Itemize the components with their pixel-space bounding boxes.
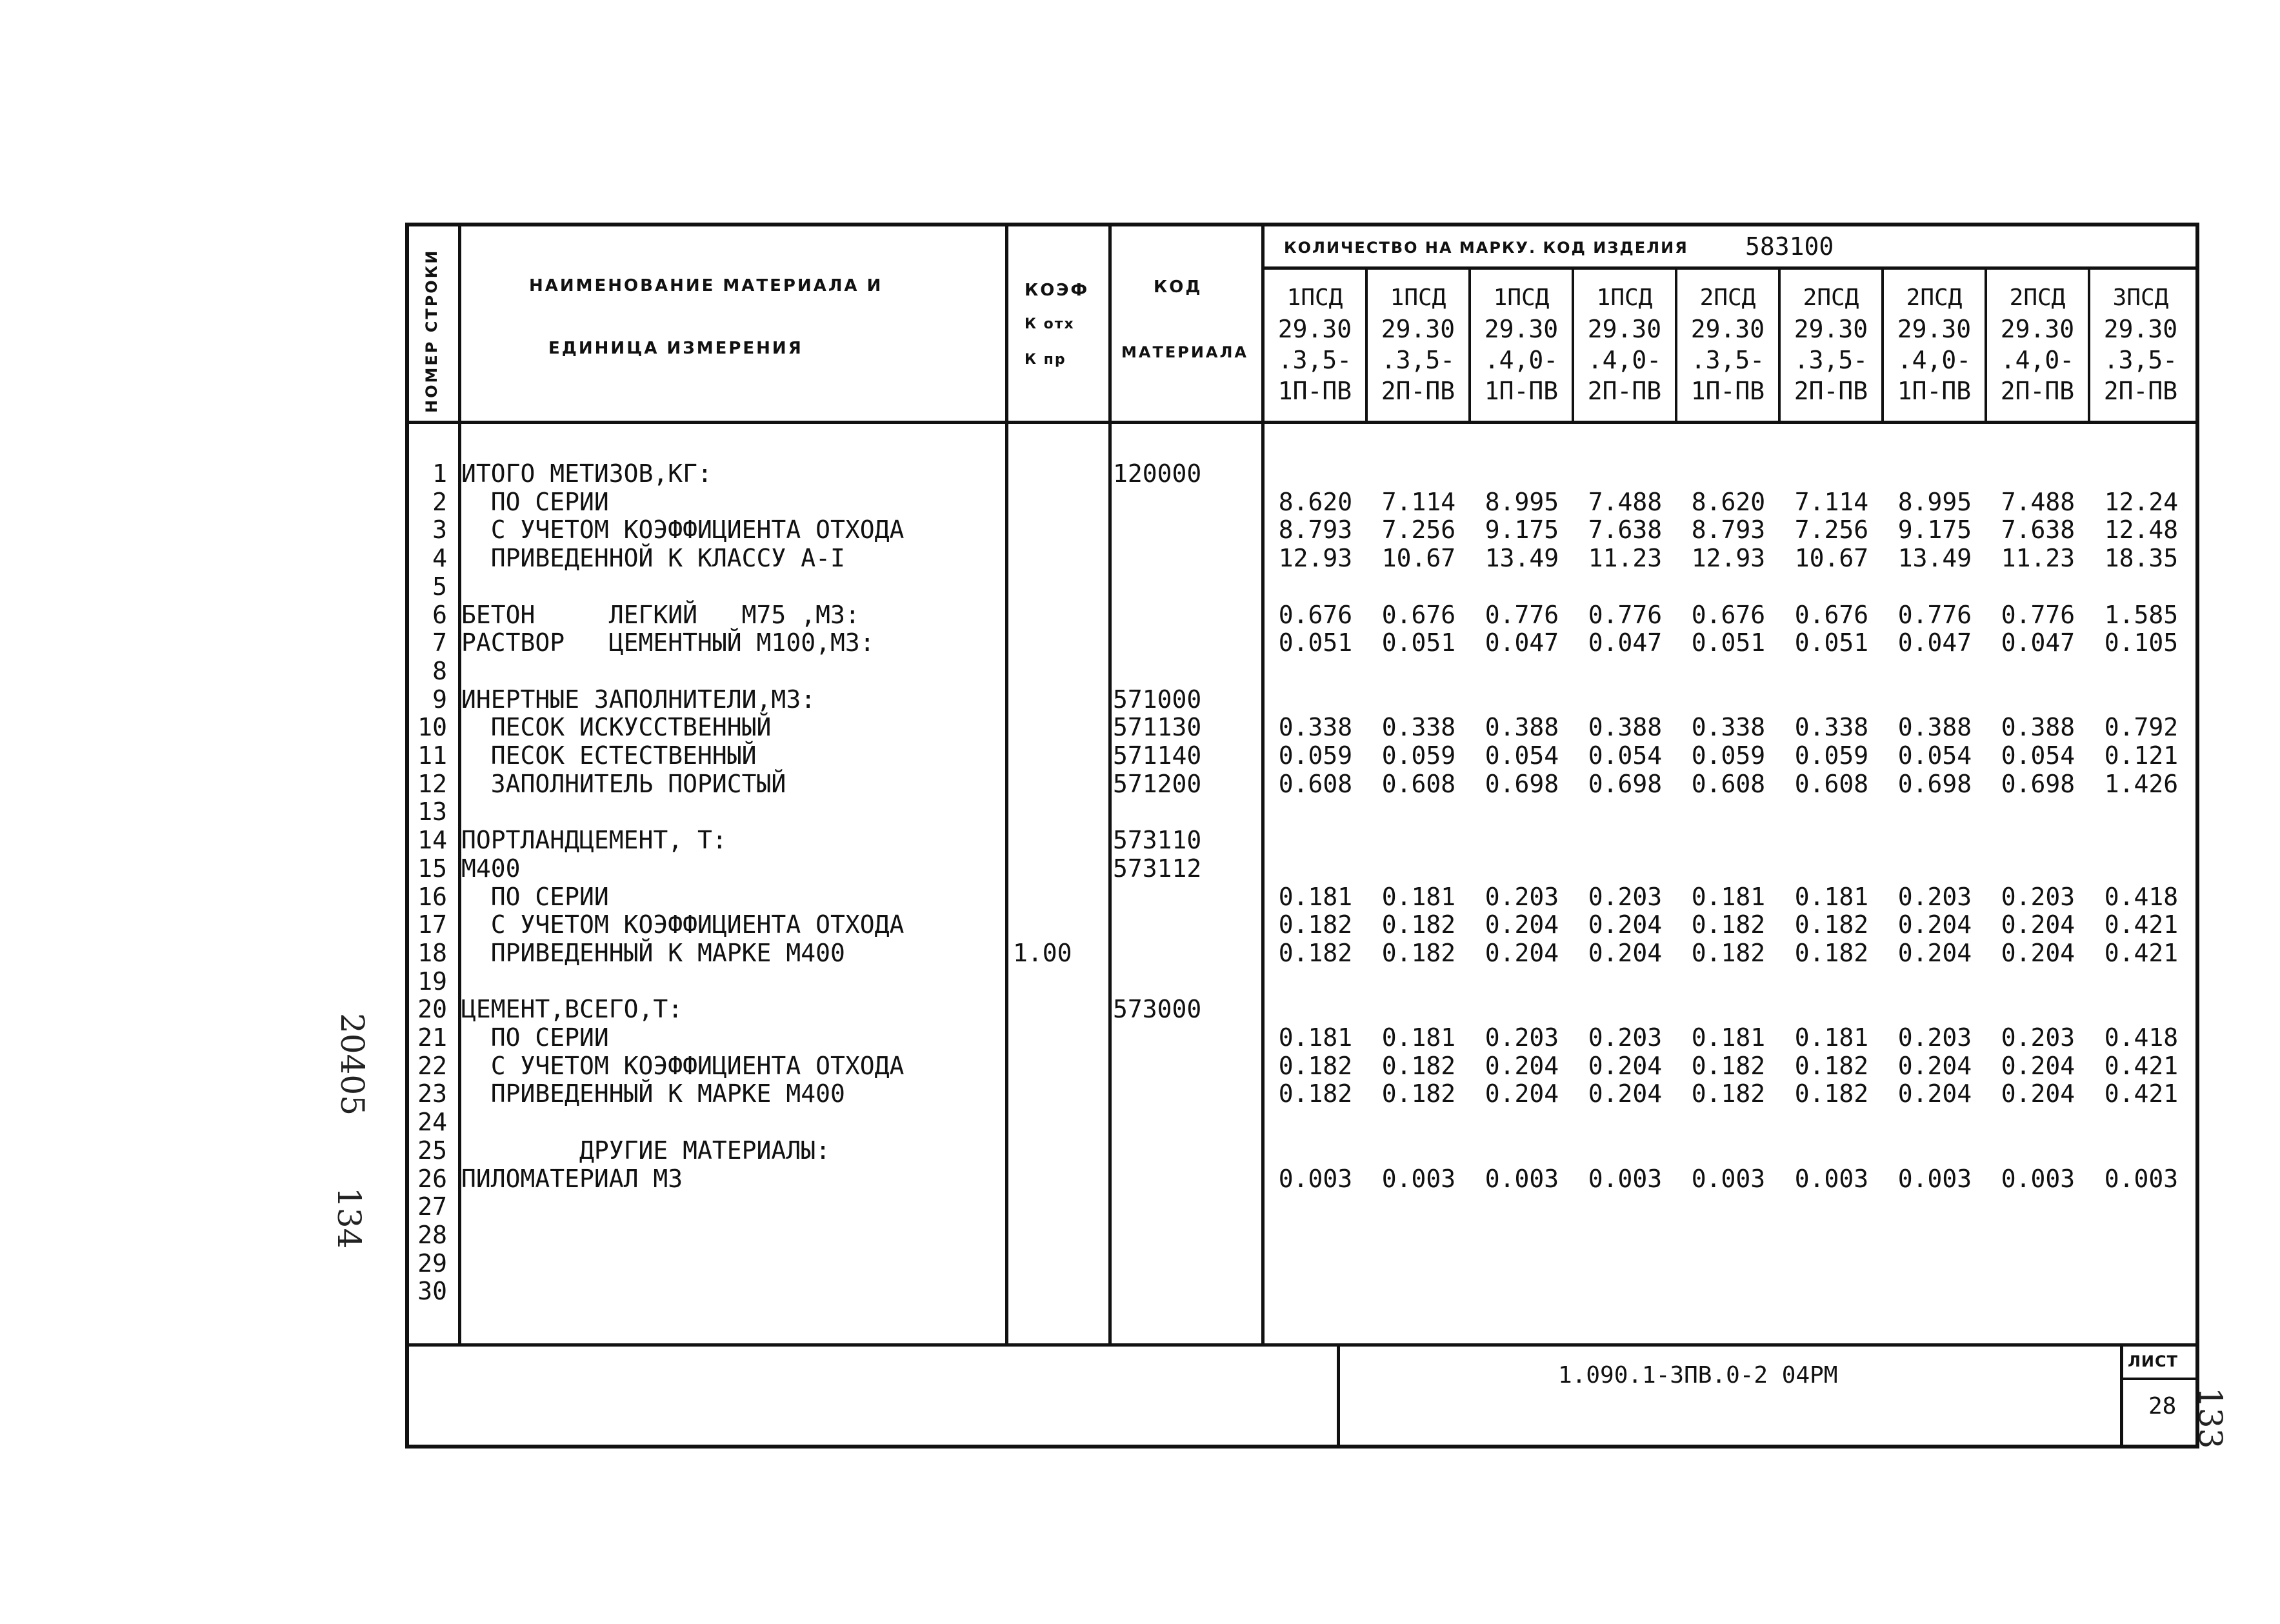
material-name: ПЕСОК ИСКУССТВЕННЫЙ (461, 713, 772, 741)
quantity-cell: 0.182 (1691, 939, 1766, 967)
quantity-cell: 0.054 (2001, 741, 2075, 770)
quantity-cell: 0.182 (1278, 910, 1353, 939)
column-header-line: 1ПСД (1390, 285, 1446, 311)
material-code: 573112 (1113, 854, 1202, 883)
quantity-cell: 0.608 (1278, 770, 1353, 798)
quantity-cell: 7.638 (1588, 516, 1663, 544)
coefficient: 1.00 (1013, 939, 1072, 967)
quantity-cell: 0.388 (1897, 713, 1972, 741)
quantity-cell: 7.488 (2001, 488, 2075, 516)
quantity-cell: 7.256 (1794, 516, 1869, 544)
quantity-cell: 0.204 (2001, 939, 2075, 967)
quantity-cell: 0.204 (1588, 1079, 1663, 1108)
quantity-cell: 0.698 (1897, 770, 1972, 798)
column-header-line: 3ПСД (2112, 285, 2169, 311)
row-number: 1 (432, 459, 447, 488)
quantity-cell: 0.059 (1381, 741, 1456, 770)
column-header-line: 29.30 (1587, 315, 1662, 343)
quantity-cell: 0.181 (1691, 883, 1766, 911)
material-name: ПРИВЕДЕННЫЙ К МАРКЕ М400 (461, 1079, 845, 1108)
quantity-cell: 0.388 (1588, 713, 1663, 741)
material-name: ДРУГИЕ МАТЕРИАЛЫ: (461, 1136, 830, 1165)
quantity-cell: 0.182 (1278, 939, 1353, 967)
column-header-line: .3,5- (1794, 346, 1868, 374)
quantity-cell: 0.181 (1278, 1023, 1353, 1052)
divider-name (1005, 223, 1008, 1345)
column-header-line: 29.30 (1690, 315, 1765, 343)
column-header-line: 29.30 (1794, 315, 1868, 343)
quantity-cell: 9.175 (1485, 516, 1559, 544)
quantity-cell: 0.418 (2104, 883, 2179, 911)
row-number: 27 (417, 1192, 447, 1221)
quantity-cell: 0.182 (1381, 1052, 1456, 1080)
row-number: 9 (432, 685, 447, 714)
quantity-cell: 0.059 (1691, 741, 1766, 770)
quantity-cell: 7.488 (1588, 488, 1663, 516)
sheet-label-line (2120, 1378, 2199, 1380)
quantity-cell: 0.338 (1278, 713, 1353, 741)
quantity-cell: 0.003 (1381, 1165, 1456, 1193)
column-header-line: .4,0- (1587, 346, 1662, 374)
material-name: ПО СЕРИИ (461, 883, 609, 911)
quantity-cell: 0.003 (1691, 1165, 1766, 1193)
column-header-line: 2П-ПВ (2103, 377, 2178, 405)
column-header-line: .3,5- (1690, 346, 1765, 374)
quantity-cell: 0.105 (2104, 628, 2179, 657)
footer-divider-left (1337, 1343, 1340, 1449)
material-header-line1: НАИМЕНОВАНИЕ МАТЕРИАЛА И (529, 276, 883, 296)
column-header-line: 1П-ПВ (1277, 377, 1352, 405)
material-code: 120000 (1113, 459, 1202, 488)
quantity-cell: 0.204 (1485, 910, 1559, 939)
quantity-cell: 0.003 (1794, 1165, 1869, 1193)
row-number: 26 (417, 1165, 447, 1193)
quantity-cell: 0.182 (1691, 1052, 1766, 1080)
quantity-cell: 8.793 (1278, 516, 1353, 544)
material-code: 571200 (1113, 770, 1202, 798)
quantity-cell: 1.585 (2104, 601, 2179, 629)
quantity-cell: 0.608 (1794, 770, 1869, 798)
quantity-cell: 0.204 (1485, 1079, 1559, 1108)
quantity-cell: 13.49 (1897, 544, 1972, 572)
sheet-label: ЛИСТ (2128, 1352, 2179, 1370)
quantity-cell: 12.24 (2104, 488, 2179, 516)
column-header-line: 1П-ПВ (1690, 377, 1765, 405)
column-header-line: .3,5- (1277, 346, 1352, 374)
quantity-cell: 0.182 (1278, 1079, 1353, 1108)
quantity-cell: 18.35 (2104, 544, 2179, 572)
quantity-cell: 0.047 (1485, 628, 1559, 657)
quantity-cell: 0.051 (1278, 628, 1353, 657)
row-number: 7 (432, 628, 447, 657)
material-name: ИТОГО МЕТИЗОВ,КГ: (461, 459, 712, 488)
quantity-cell: 0.338 (1794, 713, 1869, 741)
quantity-cell: 0.698 (1485, 770, 1559, 798)
material-name: ПЕСОК ЕСТЕСТВЕННЫЙ (461, 741, 757, 770)
quantity-cell: 0.421 (2104, 1052, 2179, 1080)
material-name: С УЧЕТОМ КОЭФФИЦИЕНТА ОТХОДА (461, 516, 905, 544)
quantity-cell: 0.776 (2001, 601, 2075, 629)
material-code: 571140 (1113, 741, 1202, 770)
row-number: 25 (417, 1136, 447, 1165)
column-header-line: 1ПСД (1596, 285, 1653, 311)
quantity-cell: 0.388 (1485, 713, 1559, 741)
quantity-cell: 0.181 (1794, 1023, 1869, 1052)
product-code: 583100 (1745, 232, 1834, 261)
quantity-cell: 0.421 (2104, 910, 2179, 939)
quantity-cell: 0.204 (1897, 939, 1972, 967)
quantity-cell: 0.181 (1691, 1023, 1766, 1052)
quantity-cell: 0.698 (1588, 770, 1663, 798)
quantity-cell: 0.182 (1381, 910, 1456, 939)
footer-top-line (405, 1343, 2199, 1347)
material-name: С УЧЕТОМ КОЭФФИЦИЕНТА ОТХОДА (461, 1052, 905, 1080)
quantity-cell: 0.676 (1691, 601, 1766, 629)
margin-note-right-page: 133 (2192, 1387, 2229, 1449)
margin-note-left-lower: 134 (330, 1187, 368, 1249)
material-name: ПИЛОМАТЕРИАЛ М3 (461, 1165, 683, 1193)
material-code: 571130 (1113, 713, 1202, 741)
row-number: 29 (417, 1249, 447, 1278)
column-header-line: .4,0- (1484, 346, 1559, 374)
quantity-cell: 8.995 (1485, 488, 1559, 516)
column-header-line: 2П-ПВ (2000, 377, 2075, 405)
quantity-cell: 11.23 (2001, 544, 2075, 572)
material-header-line2: ЕДИНИЦА ИЗМЕРЕНИЯ (548, 339, 803, 358)
row-number: 15 (417, 854, 447, 883)
material-name: ПРИВЕДЕННЫЙ К МАРКЕ М400 (461, 939, 845, 967)
column-header-line: 1ПСД (1286, 285, 1343, 311)
quantity-cell: 0.338 (1381, 713, 1456, 741)
quantity-cell: 0.059 (1794, 741, 1869, 770)
quantity-cell: 0.204 (1485, 939, 1559, 967)
column-header-line: 2ПСД (2009, 285, 2066, 311)
divider-coef (1108, 223, 1112, 1345)
row-number: 5 (432, 572, 447, 601)
quantity-cell: 0.421 (2104, 1079, 2179, 1108)
material-name: ПРИВЕДЕННОЙ К КЛАССУ А-I (461, 544, 845, 572)
column-header-line: 1ПСД (1493, 285, 1550, 311)
footer-divider-right (2120, 1343, 2123, 1449)
material-name: ИНЕРТНЫЕ ЗАПОЛНИТЕЛИ,М3: (461, 685, 816, 714)
quantity-cell: 0.608 (1381, 770, 1456, 798)
quantity-cell: 0.204 (1588, 910, 1663, 939)
quantity-cell: 8.793 (1691, 516, 1766, 544)
material-name: ПОРТЛАНДЦЕМЕНТ, Т: (461, 826, 727, 854)
column-header-line: .3,5- (2103, 346, 2178, 374)
quantity-cell: 0.203 (1485, 1023, 1559, 1052)
row-number: 23 (417, 1079, 447, 1108)
quantity-cell: 0.182 (1381, 939, 1456, 967)
material-code: 573000 (1113, 995, 1202, 1023)
quantity-cell: 0.047 (1588, 628, 1663, 657)
quantity-cell: 12.93 (1691, 544, 1766, 572)
material-name: М400 (461, 854, 521, 883)
column-header-line: 2П-ПВ (1587, 377, 1662, 405)
quantity-cell: 0.792 (2104, 713, 2179, 741)
quantity-cell: 0.182 (1794, 1079, 1869, 1108)
row-number: 14 (417, 826, 447, 854)
quantity-cell: 10.67 (1381, 544, 1456, 572)
quantity-cell: 8.620 (1278, 488, 1353, 516)
column-header-line: .4,0- (2000, 346, 2075, 374)
quantity-cell: 0.059 (1278, 741, 1353, 770)
quantity-cell: 0.698 (2001, 770, 2075, 798)
material-name: ЦЕМЕНТ,ВСЕГО,Т: (461, 995, 683, 1023)
quantity-cell: 13.49 (1485, 544, 1559, 572)
row-number: 22 (417, 1052, 447, 1080)
quantity-cell: 0.608 (1691, 770, 1766, 798)
quantity-cell: 10.67 (1794, 544, 1869, 572)
row-number: 17 (417, 910, 447, 939)
header-bottom-line (405, 421, 2199, 424)
quantity-cell: 0.182 (1794, 1052, 1869, 1080)
row-number: 4 (432, 544, 447, 572)
quantity-cell: 0.003 (2104, 1165, 2179, 1193)
quantity-cell: 0.204 (1588, 939, 1663, 967)
quantity-cell: 0.676 (1381, 601, 1456, 629)
coef-header-line1: КОЭФ (1025, 281, 1090, 300)
quantity-cell: 0.418 (2104, 1023, 2179, 1052)
row-number: 24 (417, 1108, 447, 1136)
column-header-line: 29.30 (2103, 315, 2178, 343)
material-name: БЕТОН ЛЕГКИЙ М75 ,М3: (461, 601, 860, 629)
quantity-cell: 0.204 (2001, 1079, 2075, 1108)
row-number: 13 (417, 797, 447, 826)
row-number: 6 (432, 601, 447, 629)
material-name: ПО СЕРИИ (461, 488, 609, 516)
quantity-cell: 0.047 (2001, 628, 2075, 657)
quantity-cell: 0.003 (1588, 1165, 1663, 1193)
quantity-cell: 1.426 (2104, 770, 2179, 798)
quantity-cell: 0.676 (1278, 601, 1353, 629)
quantity-cell: 0.054 (1588, 741, 1663, 770)
document-code: 1.090.1-3ПВ.0-2 04РМ (1558, 1362, 1838, 1388)
quantity-cell: 7.638 (2001, 516, 2075, 544)
column-header-line: .3,5- (1381, 346, 1455, 374)
quantity-cell: 7.114 (1794, 488, 1869, 516)
quantity-cell: 0.421 (2104, 939, 2179, 967)
coef-header-line2: К отх (1025, 316, 1075, 332)
quantity-cell: 0.388 (2001, 713, 2075, 741)
row-number: 2 (432, 488, 447, 516)
qty-header-line (1261, 266, 2199, 270)
row-number: 20 (417, 995, 447, 1023)
quantity-cell: 0.181 (1381, 883, 1456, 911)
quantity-cell: 0.182 (1278, 1052, 1353, 1080)
quantity-cell: 0.181 (1278, 883, 1353, 911)
quantity-cell: 0.676 (1794, 601, 1869, 629)
column-header-line: 29.30 (1277, 315, 1352, 343)
row-number: 11 (417, 741, 447, 770)
row-number: 8 (432, 657, 447, 685)
column-header-line: 2ПСД (1803, 285, 1859, 311)
quantity-cell: 0.182 (1381, 1079, 1456, 1108)
quantity-cell: 0.204 (2001, 1052, 2075, 1080)
quantity-cell: 0.182 (1691, 910, 1766, 939)
quantity-cell: 0.051 (1691, 628, 1766, 657)
coef-header-line3: К пр (1025, 352, 1066, 368)
quantity-cell: 0.047 (1897, 628, 1972, 657)
row-number: 18 (417, 939, 447, 967)
quantity-cell: 0.003 (2001, 1165, 2075, 1193)
quantity-cell: 0.003 (1897, 1165, 1972, 1193)
row-number: 30 (417, 1277, 447, 1305)
code-header-line1: КОД (1154, 277, 1203, 297)
quantity-cell: 7.256 (1381, 516, 1456, 544)
column-header-line: 1П-ПВ (1897, 377, 1972, 405)
material-name: ЗАПОЛНИТЕЛЬ ПОРИСТЫЙ (461, 770, 786, 798)
quantity-cell: 0.776 (1588, 601, 1663, 629)
quantity-cell: 0.204 (2001, 910, 2075, 939)
quantity-cell: 0.182 (1794, 910, 1869, 939)
quantity-cell: 8.995 (1897, 488, 1972, 516)
quantity-cell: 0.203 (1897, 883, 1972, 911)
quantity-cell: 0.203 (1588, 883, 1663, 911)
quantity-cell: 0.003 (1278, 1165, 1353, 1193)
quantity-cell: 0.181 (1381, 1023, 1456, 1052)
margin-note-left-upper: 20405 (334, 1013, 371, 1116)
quantity-cell: 0.054 (1485, 741, 1559, 770)
quantity-cell: 0.181 (1794, 883, 1869, 911)
quantity-cell: 0.203 (2001, 883, 2075, 911)
quantity-cell: 0.204 (1485, 1052, 1559, 1080)
quantity-cell: 0.776 (1485, 601, 1559, 629)
column-header-line: 29.30 (2000, 315, 2075, 343)
column-header-line: 29.30 (1381, 315, 1455, 343)
quantity-cell: 0.203 (1588, 1023, 1663, 1052)
material-name: С УЧЕТОМ КОЭФФИЦИЕНТА ОТХОДА (461, 910, 905, 939)
row-number: 10 (417, 713, 447, 741)
quantity-cell: 0.051 (1794, 628, 1869, 657)
material-name: ПО СЕРИИ (461, 1023, 609, 1052)
quantity-cell: 11.23 (1588, 544, 1663, 572)
quantity-cell: 7.114 (1381, 488, 1456, 516)
quantity-cell: 0.776 (1897, 601, 1972, 629)
quantity-cell: 0.051 (1381, 628, 1456, 657)
quantity-cell: 12.48 (2104, 516, 2179, 544)
quantity-cell: 9.175 (1897, 516, 1972, 544)
row-number: 19 (417, 967, 447, 996)
material-code: 571000 (1113, 685, 1202, 714)
quantity-cell: 0.203 (1485, 883, 1559, 911)
column-header-line: 29.30 (1484, 315, 1559, 343)
qty-header-label: КОЛИЧЕСТВО НА МАРКУ. КОД ИЗДЕЛИЯ (1284, 239, 1688, 257)
row-number: 3 (432, 516, 447, 544)
column-header-line: 2П-ПВ (1794, 377, 1868, 405)
quantity-cell: 0.054 (1897, 741, 1972, 770)
quantity-cell: 0.203 (1897, 1023, 1972, 1052)
sheet-number: 28 (2148, 1393, 2177, 1419)
column-header-line: .4,0- (1897, 346, 1972, 374)
material-name: РАСТВОР ЦЕМЕНТНЫЙ М100,М3: (461, 628, 875, 657)
row-number-header: НОМЕР СТРОКИ (423, 248, 441, 413)
quantity-cell: 0.204 (1897, 910, 1972, 939)
column-header-line: 2ПСД (1699, 285, 1756, 311)
column-header-line: 29.30 (1897, 315, 1972, 343)
quantity-cell: 12.93 (1278, 544, 1353, 572)
code-header-line2: МАТЕРИАЛА (1121, 343, 1248, 361)
quantity-cell: 0.003 (1485, 1165, 1559, 1193)
column-header-line: 1П-ПВ (1484, 377, 1559, 405)
quantity-cell: 0.204 (1897, 1079, 1972, 1108)
row-number: 16 (417, 883, 447, 911)
quantity-cell: 0.204 (1588, 1052, 1663, 1080)
quantity-cell: 0.182 (1794, 939, 1869, 967)
column-header-line: 2ПСД (1906, 285, 1963, 311)
quantity-cell: 8.620 (1691, 488, 1766, 516)
row-number: 28 (417, 1221, 447, 1249)
row-number: 12 (417, 770, 447, 798)
quantity-cell: 0.121 (2104, 741, 2179, 770)
quantity-cell: 0.338 (1691, 713, 1766, 741)
row-number: 21 (417, 1023, 447, 1052)
quantity-cell: 0.203 (2001, 1023, 2075, 1052)
column-header-line: 2П-ПВ (1381, 377, 1455, 405)
material-code: 573110 (1113, 826, 1202, 854)
quantity-cell: 0.182 (1691, 1079, 1766, 1108)
quantity-cell: 0.204 (1897, 1052, 1972, 1080)
